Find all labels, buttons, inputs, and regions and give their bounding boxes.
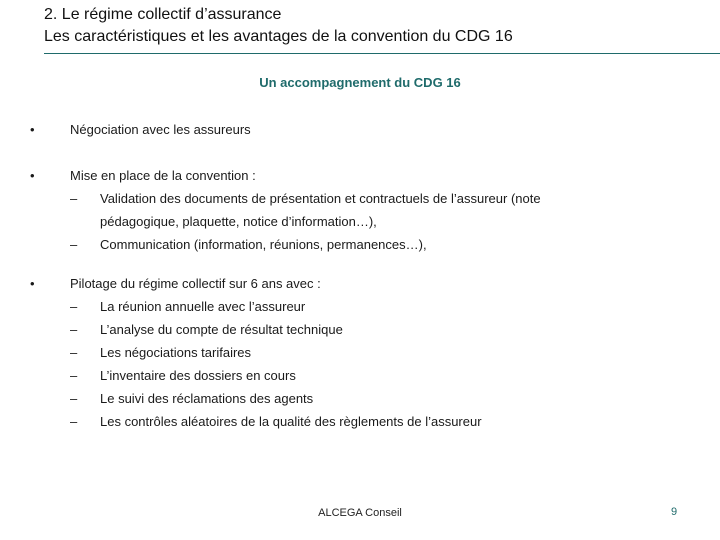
dash-icon: – bbox=[70, 299, 78, 314]
sub-item bbox=[30, 341, 690, 364]
bullet-text: Négociation avec les assureurs bbox=[70, 122, 251, 137]
section-heading: Un accompagnement du CDG 16 bbox=[259, 75, 461, 90]
dash-icon: – bbox=[70, 414, 78, 429]
sub-item-text: Les contrôles aléatoires de la qualité des règlements de l’assureur bbox=[100, 414, 482, 429]
sub-item bbox=[30, 364, 690, 387]
bullet-item-convention bbox=[30, 164, 690, 187]
bullet-list bbox=[30, 118, 690, 433]
dash-icon: – bbox=[70, 368, 78, 383]
dash-icon: – bbox=[70, 345, 78, 360]
bullet-icon: • bbox=[30, 276, 35, 291]
sub-item bbox=[30, 187, 690, 233]
sub-item-text: Validation des documents de présentation et contractuels de l’assureur (note pédagogique, plaquette, notice d’information…), bbox=[100, 191, 541, 229]
bullet-item-negociation bbox=[30, 118, 690, 141]
bullet-icon: • bbox=[30, 122, 35, 137]
bullet-text: Mise en place de la convention : bbox=[70, 168, 256, 183]
sub-item-text: La réunion annuelle avec l’assureur bbox=[100, 299, 306, 314]
slide-subtitle-title: Les caractéristiques et les avantages de la convention du CDG 16 bbox=[44, 28, 513, 45]
dash-icon: – bbox=[70, 191, 78, 206]
sub-item-text: Le suivi des réclamations des agents bbox=[100, 391, 314, 406]
bullet-item-pilotage bbox=[30, 272, 690, 295]
sub-item-text: Communication (information, réunions, permanences…), bbox=[100, 237, 427, 252]
sub-item bbox=[30, 295, 690, 318]
sub-item bbox=[30, 410, 690, 433]
slide-title: 2. Le régime collectif d’assurance bbox=[44, 6, 282, 23]
sub-item-text: L’inventaire des dossiers en cours bbox=[100, 368, 296, 383]
sub-item bbox=[30, 318, 690, 341]
sub-item-text: L’analyse du compte de résultat technique bbox=[100, 322, 343, 337]
header-divider bbox=[44, 53, 720, 54]
slide-header bbox=[44, 4, 704, 48]
sub-item bbox=[30, 233, 690, 256]
dash-icon: – bbox=[70, 237, 78, 252]
footer-text: ALCEGA Conseil bbox=[318, 507, 402, 519]
page-number: 9 bbox=[670, 506, 678, 518]
bullet-icon: • bbox=[30, 168, 35, 183]
sub-item-text: Les négociations tarifaires bbox=[100, 345, 252, 360]
sub-item bbox=[30, 387, 690, 410]
dash-icon: – bbox=[70, 391, 78, 406]
bullet-text: Pilotage du régime collectif sur 6 ans avec : bbox=[70, 276, 321, 291]
dash-icon: – bbox=[70, 322, 78, 337]
